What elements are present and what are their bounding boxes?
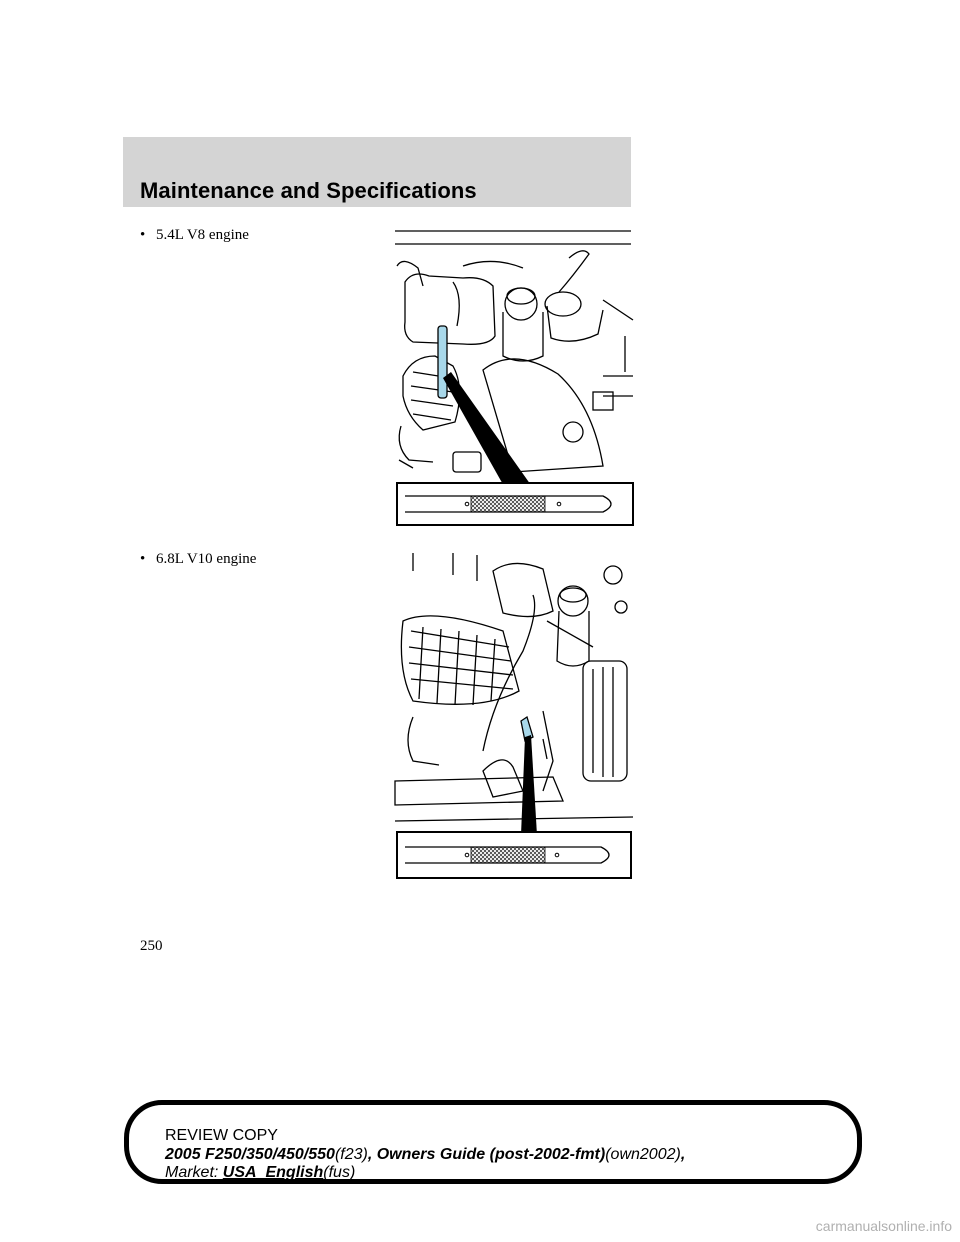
footer-line-end: ,	[680, 1146, 686, 1163]
footer-market-value: USA_English	[222, 1164, 324, 1181]
bullet-item-v8	[140, 226, 249, 244]
footer-line-review: REVIEW COPY	[165, 1127, 278, 1144]
footer-guide-code: (own2002)	[605, 1146, 681, 1163]
footer-guide-name: Owners Guide (post-2002-fmt)	[376, 1146, 606, 1163]
page-number: 250	[140, 938, 163, 954]
bullet-item-v10	[140, 550, 256, 568]
footer-market-code: (fus)	[323, 1164, 356, 1181]
bullet-symbol: •	[140, 227, 146, 243]
v10-engine-dipstick-illustration	[393, 551, 637, 881]
bullet-symbol: •	[140, 551, 146, 567]
footer-model: 2005 F250/350/450/550	[165, 1146, 335, 1163]
footer-line-model	[165, 1146, 685, 1164]
bullet-text: 6.8L V10 engine	[156, 551, 257, 567]
bullet-text: 5.4L V8 engine	[156, 227, 249, 243]
footer-model-code: (f23)	[334, 1146, 368, 1163]
footer-separator: ,	[367, 1146, 377, 1163]
footer-market-label: Market:	[165, 1164, 223, 1181]
site-watermark: carmanualsonline.info	[815, 1218, 952, 1234]
section-title: Maintenance and Specifications	[140, 178, 477, 203]
v8-engine-dipstick-illustration	[393, 226, 637, 536]
footer-line-market	[165, 1164, 355, 1182]
